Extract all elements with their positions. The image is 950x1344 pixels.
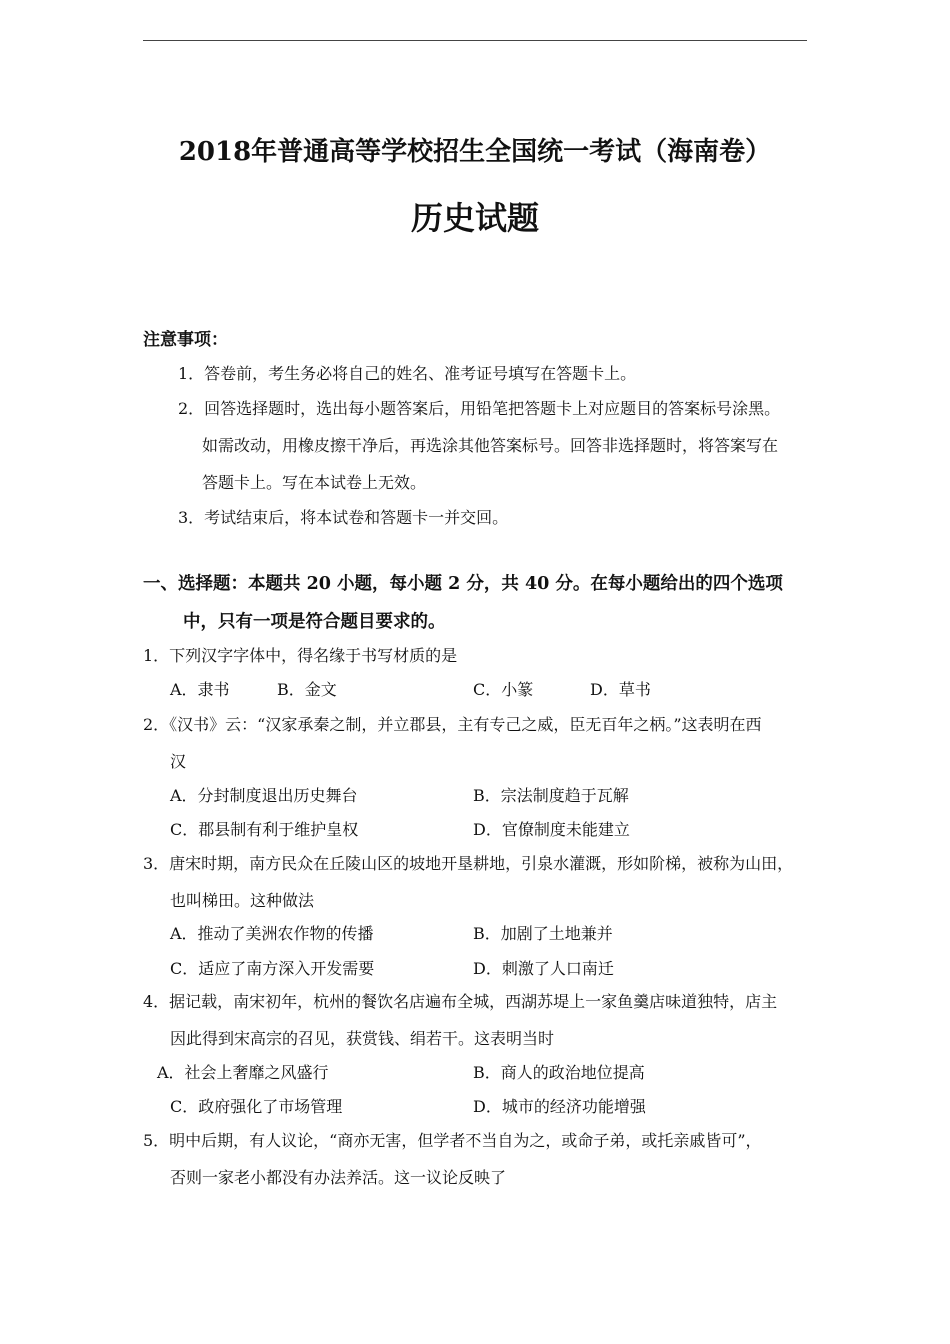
notice-item-1: 1．答卷前，考生务必将自己的姓名、准考证号填写在答题卡上。 (178, 364, 637, 383)
section-1-heading-line-2: 中，只有一项是符合题目要求的。 (183, 612, 446, 632)
question-3-stem-line-1: 3．唐宋时期，南方民众在丘陵山区的坡地开垦耕地，引泉水灌溉，形如阶梯，被称为山田， (143, 854, 794, 873)
section-1-heading-line-1: 一、选择题：本题共 20 小题，每小题 2 分，共 40 分。在每小题给出的四个选项 (143, 574, 783, 594)
question-3-option-c: C．适应了南方深入开发需要 (170, 959, 375, 978)
question-4-stem-line-2: 因此得到宋高宗的召见，获赏钱、绢若干。这表明当时 (170, 1029, 555, 1048)
question-1-option-a: A．隶书 (170, 680, 230, 699)
notice-item-2-line-3: 答题卡上。写在本试卷上无效。 (202, 473, 427, 492)
question-3-option-a: A．推动了美洲农作物的传播 (170, 924, 374, 943)
exam-title: 2018年普通高等学校招生全国统一考试（海南卷） (178, 137, 772, 167)
question-4-option-b: B．商人的政治地位提高 (473, 1063, 645, 1082)
question-2-option-b: B．宗法制度趋于瓦解 (473, 786, 629, 805)
question-1-stem: 1．下列汉字字体中，得名缘于书写材质的是 (143, 646, 458, 665)
notice-item-2-line-2: 如需改动，用橡皮擦干净后，再选涂其他答案标号。回答非选择题时，将答案写在 (202, 436, 779, 455)
question-2-stem-line-1: 2．《汉书》云：“汉家承秦之制，并立郡县，主有专己之威，臣无百年之柄。”这表明在西 (143, 715, 762, 734)
question-4-option-a: A．社会上奢靡之风盛行 (157, 1063, 329, 1082)
question-3-option-d: D．刺激了人口南迁 (473, 959, 614, 978)
question-4-option-d: D．城市的经济功能增强 (473, 1097, 646, 1116)
question-2-option-a: A．分封制度退出历史舞台 (170, 786, 358, 805)
question-2-option-d: D．官僚制度未能建立 (473, 820, 630, 839)
notice-item-2-line-1: 2．回答选择题时，选出每小题答案后，用铅笔把答题卡上对应题目的答案标号涂黑。 (178, 399, 781, 418)
notice-heading: 注意事项： (143, 330, 228, 350)
question-1-option-c: C．小篆 (473, 680, 534, 699)
question-4-stem-line-1: 4．据记载，南宋初年，杭州的餐饮名店遍布全城，西湖苏堤上一家鱼羹店味道独特，店主 (143, 992, 778, 1011)
question-3-stem-line-2: 也叫梯田。这种做法 (170, 891, 315, 910)
question-2-stem-line-2: 汉 (170, 752, 187, 771)
question-1-option-b: B．金文 (277, 680, 337, 699)
question-5-stem-line-1: 5．明中后期，有人议论，“商亦无害，但学者不当自为之，或命子弟，或托亲戚皆可”， (143, 1131, 762, 1150)
question-4-option-c: C．政府强化了市场管理 (170, 1097, 343, 1116)
notice-item-3: 3．考试结束后，将本试卷和答题卡一并交回。 (178, 508, 509, 527)
question-5-stem-line-2: 否则一家老小都没有办法养活。这一议论反映了 (170, 1168, 507, 1187)
question-2-option-c: C．郡县制有利于维护皇权 (170, 820, 359, 839)
exam-subtitle: 历史试题 (410, 199, 539, 237)
question-1-option-d: D．草书 (590, 680, 651, 699)
question-3-option-b: B．加剧了土地兼并 (473, 924, 613, 943)
header-rule (143, 40, 807, 41)
